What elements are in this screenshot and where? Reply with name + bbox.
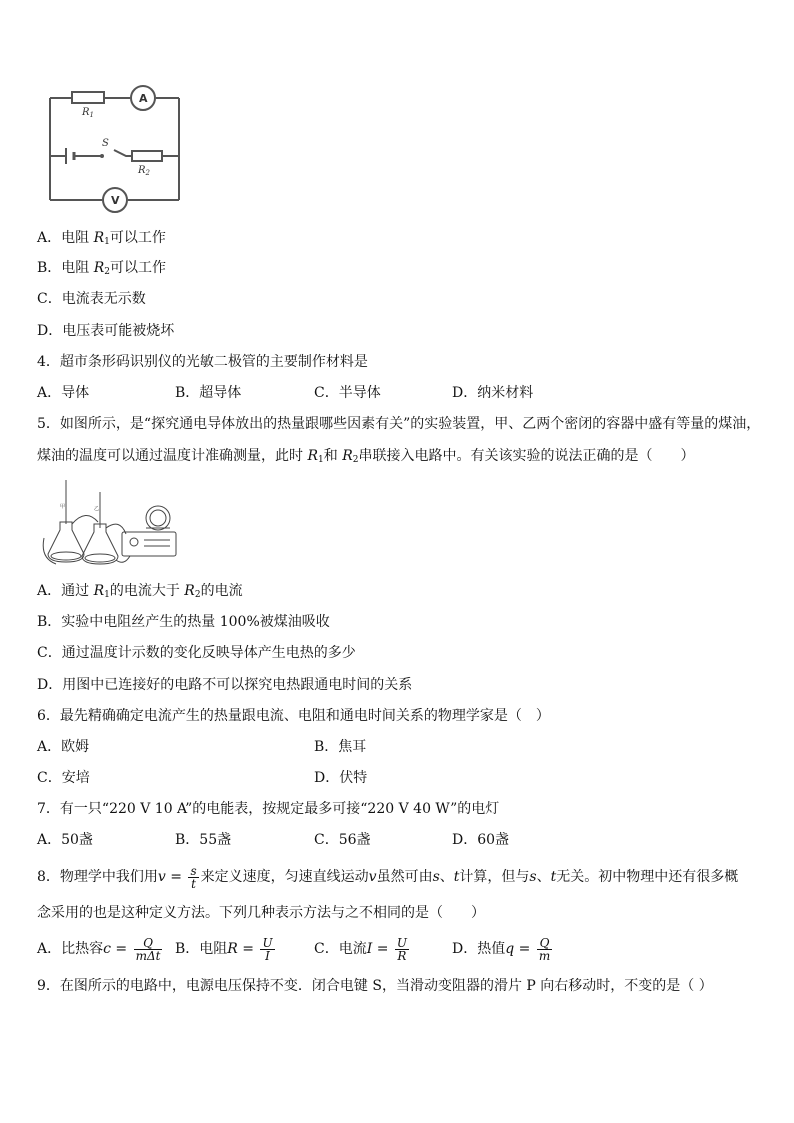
q5-option-a: A．通过 $R_1$的电流大于 $R_2$的电流 bbox=[37, 583, 243, 600]
label-r1: $R_1$ bbox=[82, 107, 94, 119]
q3-option-d: D．电压表可能被烧坏 bbox=[37, 323, 175, 339]
q8-option-a: A．比热容c = $\frac{Q}{\text{mΔt}}$ bbox=[37, 935, 161, 963]
q7-option-b: B．55盏 bbox=[175, 832, 232, 848]
circuit-diagram-q3 bbox=[44, 84, 186, 216]
q5-stem-line1: 5．如图所示，是“探究通电导体放出的热量跟哪些因素有关”的实验装置，甲、乙两个密闭的容器中盛有等量的煤油， bbox=[37, 416, 761, 432]
q3-option-a: A．电阻 $R_1$可以工作 bbox=[37, 230, 166, 247]
q4-option-c: C．半导体 bbox=[314, 385, 381, 401]
q6-option-b: B．焦耳 bbox=[314, 739, 367, 755]
label-ammeter: A bbox=[139, 92, 148, 105]
q7-option-c: C．56盏 bbox=[314, 832, 371, 848]
q5-option-c: C．通过温度计示数的变化反映导体产生电热的多少 bbox=[37, 645, 356, 661]
q7-stem: 7．有一只“220 V 10 A”的电能表，按规定最多可接“220 V 40 W”的电灯 bbox=[37, 801, 500, 817]
q9-stem: 9．在图所示的电路中，电源电压保持不变．闭合电键 S，当滑动变阻器的滑片 P 向右移动时，不变的是（ ） bbox=[37, 978, 713, 994]
resistor-r2 bbox=[132, 151, 162, 161]
q6-option-c: C．安培 bbox=[37, 770, 90, 786]
q8-option-d: D．热值q = $\frac{Q}{m}$ bbox=[452, 935, 551, 963]
q3-option-b: B．电阻 $R_2$可以工作 bbox=[37, 260, 167, 277]
q8-option-b: B．电阻R = $\frac{U}{I}$ bbox=[175, 935, 273, 963]
q4-option-b: B．超导体 bbox=[175, 385, 242, 401]
q6-option-d: D．伏特 bbox=[314, 770, 368, 786]
q5-option-b: B．实验中电阻丝产生的热量 100%被煤油吸收 bbox=[37, 614, 330, 630]
q4-option-a: A．导体 bbox=[37, 385, 90, 401]
label-r2: $R_2$ bbox=[138, 165, 150, 177]
q4-option-d: D．纳米材料 bbox=[452, 385, 534, 401]
label-switch: S bbox=[102, 138, 109, 149]
q3-option-c: C．电流表无示数 bbox=[37, 291, 146, 307]
svg-text:甲: 甲 bbox=[60, 504, 66, 510]
q6-option-a: A．欧姆 bbox=[37, 739, 90, 755]
q7-option-d: D．60盏 bbox=[452, 832, 510, 848]
q8-stem-line2: 念采用的也是这种定义方法。下列几种表示方法与之不相同的是（ ） bbox=[37, 905, 485, 921]
q6-stem: 6．最先精确确定电流产生的热量跟电流、电阻和通电时间关系的物理学家是（ ） bbox=[37, 708, 550, 724]
q8-option-c: C．电流I = $\frac{U}{R}$ bbox=[314, 935, 408, 963]
experiment-apparatus-q5 bbox=[40, 478, 180, 570]
q8-stem-line1: 8．物理学中我们用v = $\frac{s}{t}$ 来定义速度，匀速直线运动v虽然可由s、t计算，但与s、t无关。初中物理中还有很多概 bbox=[37, 863, 739, 891]
q4-stem: 4．超市条形码识别仪的光敏二极管的主要制作材料是 bbox=[37, 354, 368, 370]
svg-text:乙: 乙 bbox=[94, 506, 100, 512]
q5-stem-line2: 煤油的温度可以通过温度计准确测量，此时 $R_1$和 $R_2$串联接入电路中。有关该实验的说法正确的是（ ） bbox=[37, 448, 695, 465]
label-voltmeter: V bbox=[111, 194, 120, 207]
q5-option-d: D．用图中已连接好的电路不可以探究电热跟通电时间的关系 bbox=[37, 677, 413, 693]
q7-option-a: A．50盏 bbox=[37, 832, 93, 848]
resistor-r1 bbox=[72, 92, 104, 103]
